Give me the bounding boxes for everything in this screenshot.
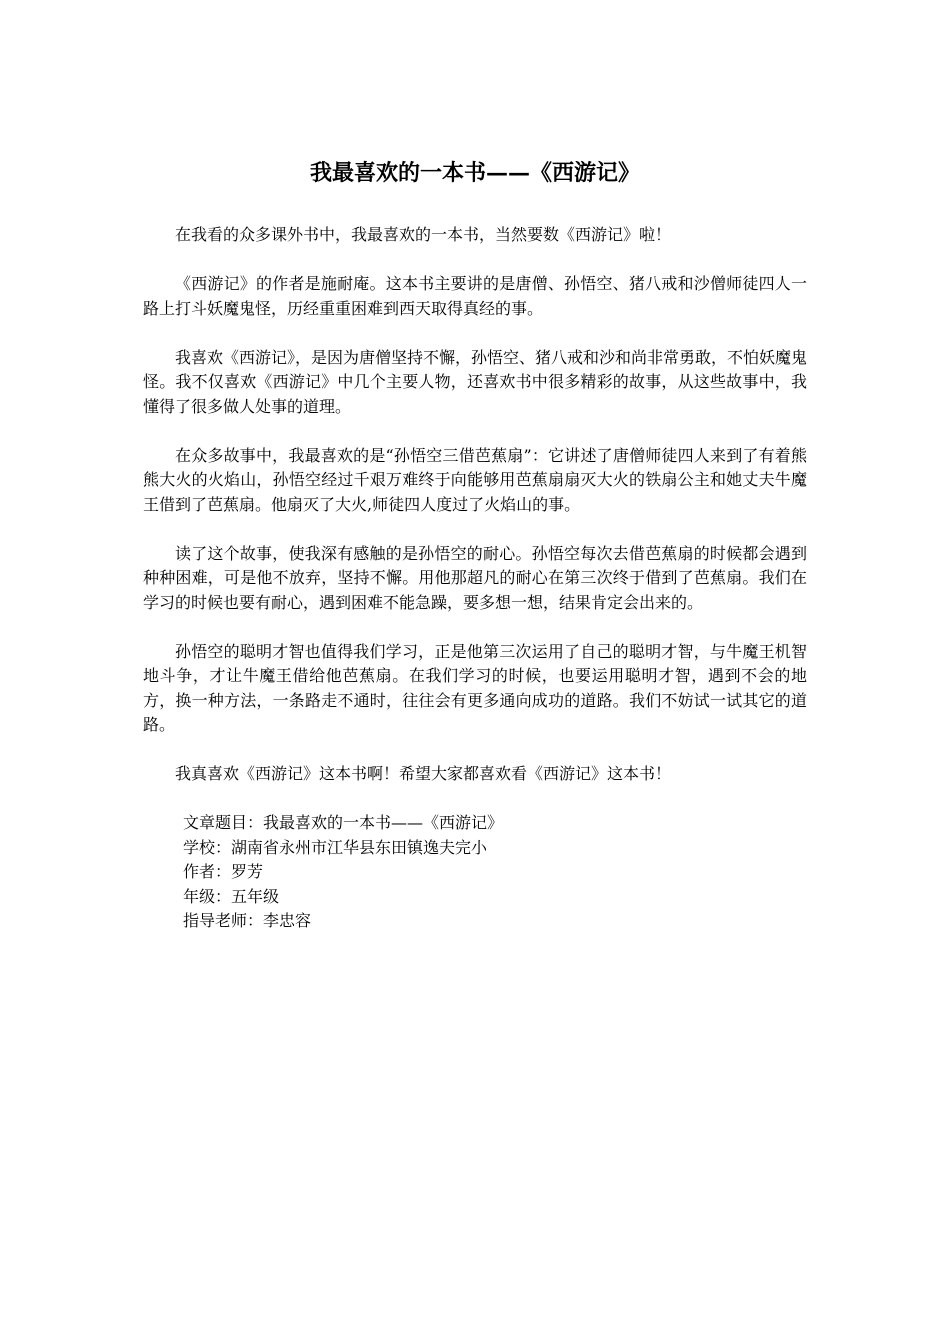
article-metadata [143,811,807,934]
document-body [143,223,807,934]
paragraph-conclusion: 我真喜欢《西游记》这本书啊！希望大家都喜欢看《西游记》这本书！ [175,764,672,783]
paragraph-wisdom: 孙悟空的聪明才智也值得我们学习，正是他第三次运用了自己的聪明才智，与牛魔王机智地斗争，才让牛魔王借给他芭蕉扇。在我们学习的时候，也要运用聪明才智，遇到不会的地方，换一种方法，一条路走不通时，往往会有更多通向成功的道路。我们不妨试一试其它的道路。 [143,641,807,734]
meta-grade: 年级：五年级 [183,886,280,906]
paragraph-author: 《西游记》的作者是施耐庵。这本书主要讲的是唐僧、孙悟空、猪八戒和沙僧师徒四人一路上打斗妖魔鬼怪，历经重重困难到西天取得真经的事。 [143,274,807,318]
paragraph-intro: 在我看的众多课外书中，我最喜欢的一本书，当然要数《西游记》啦！ [175,225,672,244]
paragraph-reasons: 我喜欢《西游记》，是因为唐僧坚持不懈，孙悟空、猪八戒和沙和尚非常勇敢，不怕妖魔鬼怪。我不仅喜欢《西游记》中几个主要人物，还喜欢书中很多精彩的故事，从这些故事中，我懂得了很多做人处事的道理。 [143,347,808,416]
paragraph-favorite-story: 在众多故事中，我最喜欢的是“孙悟空三借芭蕉扇”：它讲述了唐僧师徒四人来到了有着熊熊大火的火焰山，孙悟空经过千艰万难终于向能够用芭蕉扇扇灭大火的铁扇公主和她丈夫牛魔王借到了芭蕉扇。他扇灭了大火,师徒四人度过了火焰山的事。 [143,445,807,514]
meta-teacher: 指导老师：李忠容 [183,911,312,930]
document-title: 我最喜欢的一本书——《西游记》 [309,160,640,186]
meta-article-title: 文章题目：我最喜欢的一本书——《西游记》 [183,813,504,832]
meta-author: 作者：罗芳 [183,862,264,881]
meta-school: 学校：湖南省永州市江华县东田镇逸夫完小 [183,837,488,857]
paragraph-patience: 读了这个故事，使我深有感触的是孙悟空的耐心。孙悟空每次去借芭蕉扇的时候都会遇到种种困难，可是他不放弃，坚持不懈。用他那超凡的耐心在第三次终于借到了芭蕉扇。我们在学习的时候也要有耐心，遇到困难不能急躁，要多想一想，结果肯定会出来的。 [143,543,807,612]
